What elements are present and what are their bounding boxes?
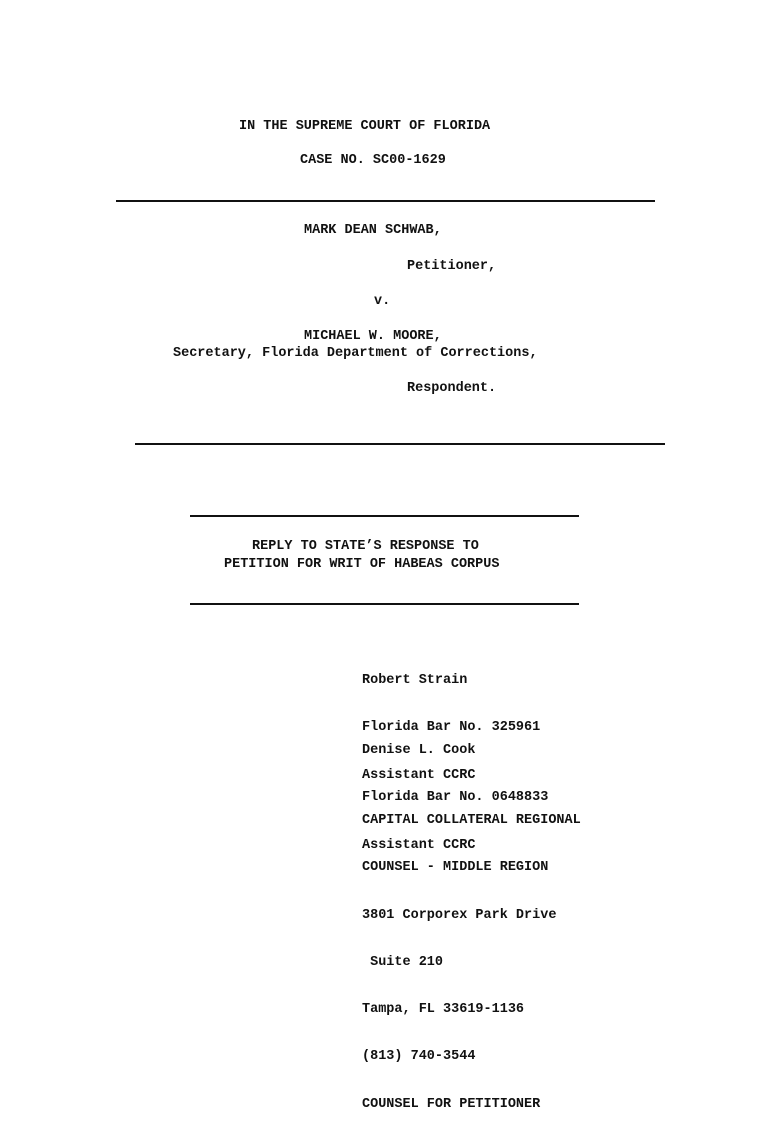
office-phone: (813) 740-3544 — [362, 1049, 476, 1065]
office-name-line-2: COUNSEL - MIDDLE REGION — [362, 860, 549, 876]
petitioner-name: MARK DEAN SCHWAB, — [304, 223, 442, 238]
respondent-title: Secretary, Florida Department of Corrections, — [173, 346, 538, 361]
office-street: 3801 Corporex Park Drive — [362, 907, 557, 923]
document-title-line-2: PETITION FOR WRIT OF HABEAS CORPUS — [224, 557, 500, 572]
rule-caption-bottom — [135, 443, 665, 445]
counsel-name: Denise L. Cook — [362, 743, 476, 758]
office-city: Tampa, FL 33619-1136 — [362, 1002, 525, 1018]
counsel-name: Robert Strain — [362, 673, 468, 688]
counsel-position: Assistant CCRC — [362, 837, 476, 853]
respondent-role: Respondent. — [407, 381, 497, 396]
document-title-line-1: REPLY TO STATE’S RESPONSE TO — [252, 539, 479, 554]
office-address-block — [362, 782, 581, 1128]
rule-title-bottom — [190, 603, 579, 605]
counsel-position: Assistant CCRC — [362, 767, 476, 783]
counsel-bar-number: Florida Bar No. 325961 — [362, 720, 541, 736]
respondent-name: MICHAEL W. MOORE, — [304, 329, 442, 344]
petitioner-role: Petitioner, — [407, 259, 497, 274]
counsel-for-label: COUNSEL FOR PETITIONER — [362, 1096, 541, 1112]
versus: v. — [374, 294, 391, 309]
office-name-line-1: CAPITAL COLLATERAL REGIONAL — [362, 813, 581, 828]
court-name: IN THE SUPREME COURT OF FLORIDA — [239, 119, 491, 134]
counsel-bar-number: Florida Bar No. 0648833 — [362, 790, 549, 806]
case-number: CASE NO. SC00-1629 — [300, 153, 446, 168]
rule-title-top — [190, 515, 579, 517]
rule-top — [116, 200, 655, 202]
office-suite: Suite 210 — [362, 954, 444, 970]
